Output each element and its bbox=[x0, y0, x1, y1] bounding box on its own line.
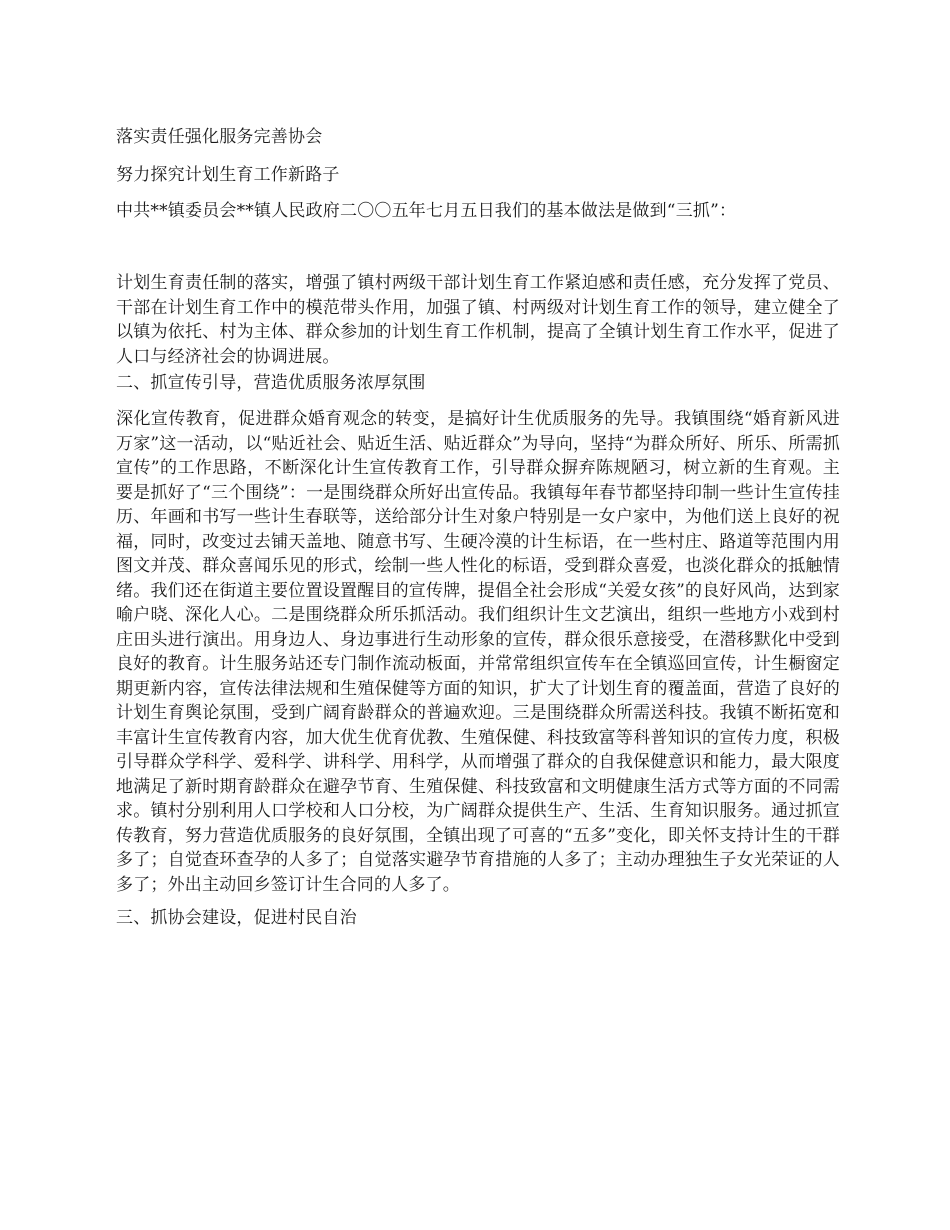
section-heading-2: 二、抓宣传引导，营造优质服务浓厚氛围 bbox=[116, 373, 426, 393]
paragraph-publicity: 深化宣传教育，促进群众婚育观念的转变，是搞好计生优质服务的先导。我镇围绕“婚育新风进万家”这一活动，以“贴近社会、贴近生活、贴近群众”为导向，坚持“为群众所好、所乐、所需抓宣传”的工作思路，不断深化计生宣传教育工作，引导群众摒弃陈规陋习，树立新的生育观。主要是抓好了“三个围绕”：一是围绕群众所好出宣传品。我镇每年春节都坚持印制一些计生宣传挂历、年画和书写一些计生春联等，送给部分计生对象户特别是一女户家中，为他们送上良好的祝福，同时，改变过去铺天盖地、随意书写、生硬冷漠的计生标语，在一些村庄、路道等范围内用图文并茂、群众喜闻乐见的形式，绘制一些人性化的标语，受到群众喜爱，也淡化群众的抵触情绪。我们还在街道主要位置设置醒目的宣传牌，提倡全社会形成“关爱女孩”的良好风尚，达到家喻户晓、深化人心。二是围绕群众所乐抓活动。我们组织计生文艺演出，组织一些地方小戏到村庄田头进行演出。用身边人、身边事进行生动形象的宣传，群众很乐意接受，在潜移默化中受到良好的教育。计生服务站还专门制作流动板面，并常常组织宣传车在全镇巡回宣传，计生橱窗定期更新内容，宣传法律法规和生殖保健等方面的知识，扩大了计划生育的覆盖面，营造了良好的计划生育舆论氛围，受到广阔育龄群众的普遍欢迎。三是围绕群众所需送科技。我镇不断拓宽和丰富计生宣传教育内容，加大优生优育优教、生殖保健、科技致富等科普知识的宣传力度，积极引导群众学科学、爱科学、讲科学、用科学，从而增强了群众的自我保健意识和能力，最大限度地满足了新时期育龄群众在避孕节育、生殖保健、科技致富和文明健康生活方式等方面的不同需求。镇村分别利用人口学校和人口分校，为广阔群众提供生产、生活、生育知识服务。通过抓宣传教育，努力营造优质服务的良好氛围，全镇出现了可喜的“五多”变化，即关怀支持计生的干群多了；自觉查环查孕的人多了；自觉落实避孕节育措施的人多了；主动办理独生子女光荣证的人多了；外出主动回乡签订计生合同的人多了。 bbox=[116, 409, 840, 895]
section-heading-3: 三、抓协会建设，促进村民自治 bbox=[116, 908, 357, 928]
paragraph-responsibility: 计划生育责任制的落实，增强了镇村两级干部计划生育工作紧迫感和责任感，充分发挥了党员、干部在计划生育工作中的模范带头作用，加强了镇、村两级对计划生育工作的领导，建立健全了以镇为依托、村为主体、群众参加的计划生育工作机制，提高了全镇计划生育工作水平，促进了人口与经济社会的协调进展。 bbox=[116, 273, 840, 367]
title-line-1: 落实责任强化服务完善协会 bbox=[116, 127, 323, 147]
title-line-2: 努力探究计划生育工作新路子 bbox=[116, 165, 340, 185]
intro-line: 中共**镇委员会**镇人民政府二〇〇五年七月五日我们的基本做法是做到“三抓”： bbox=[116, 201, 737, 221]
